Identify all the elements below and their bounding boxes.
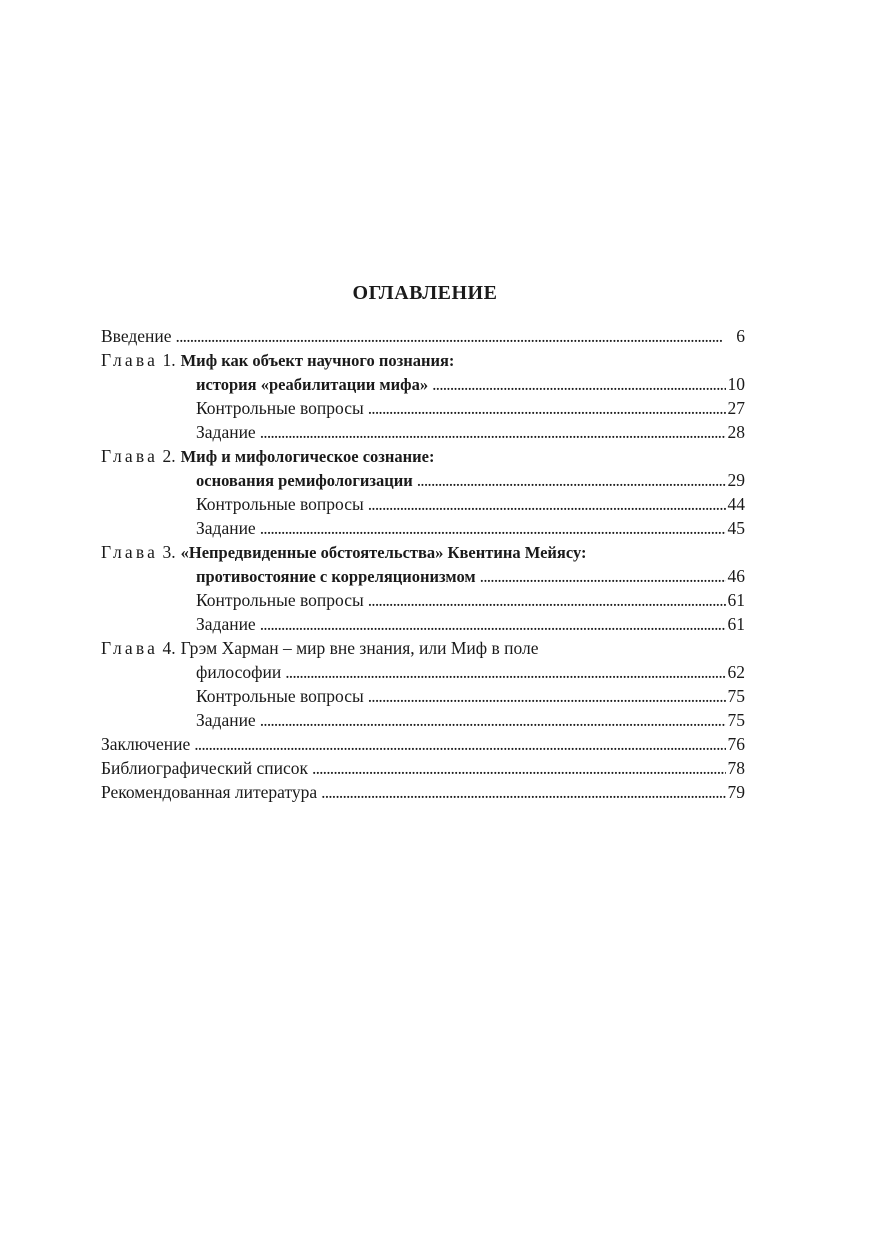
toc-entry-title: Библиографический список xyxy=(101,758,309,778)
chapter-number: 3. xyxy=(162,542,176,562)
chapter-label: Глава xyxy=(101,446,159,466)
toc-entry-title: Задание xyxy=(196,614,256,634)
toc-chapter-2-task[interactable] xyxy=(101,516,745,540)
toc-chapter-1-title-cont[interactable] xyxy=(101,372,745,396)
dot-leader xyxy=(368,396,726,420)
toc-chapter-2-heading[interactable] xyxy=(101,444,745,468)
dot-leader xyxy=(368,492,726,516)
dot-leader xyxy=(417,468,726,492)
page-number: 78 xyxy=(727,758,745,778)
chapter-number: 4. xyxy=(162,638,176,658)
page-number: 79 xyxy=(727,782,745,802)
toc-entry-title: Заключение xyxy=(101,734,191,754)
chapter-prefix xyxy=(101,348,176,372)
chapter-title-continued: основания ремифологизации xyxy=(196,471,413,490)
page-number: 45 xyxy=(727,518,745,538)
chapter-label: Глава xyxy=(101,542,159,562)
dot-leader xyxy=(368,684,726,708)
dot-leader xyxy=(432,372,725,396)
toc-chapter-1-heading[interactable] xyxy=(101,348,745,372)
toc-chapter-3-task[interactable] xyxy=(101,612,745,636)
chapter-title-continued: история «реабилитации мифа» xyxy=(196,375,429,394)
toc-entry-title: Введение xyxy=(101,326,172,346)
toc-entry-title: Контрольные вопросы xyxy=(196,590,364,610)
dot-leader xyxy=(260,708,726,732)
chapter-title: Миф как объект научного познания: xyxy=(180,351,455,370)
chapter-title: «Непредвиденные обстоятельства» Квентина Мейясу: xyxy=(180,543,587,562)
dot-leader xyxy=(260,516,726,540)
chapter-number: 1. xyxy=(162,350,176,370)
chapter-title: Грэм Харман – мир вне знания, или Миф в поле xyxy=(180,638,539,658)
dot-leader xyxy=(480,564,726,588)
table-of-contents xyxy=(101,324,745,804)
page-number: 61 xyxy=(727,614,745,634)
dot-leader xyxy=(176,324,735,348)
toc-entry-title: Контрольные вопросы xyxy=(196,398,364,418)
page-number: 29 xyxy=(727,470,745,490)
page-number: 6 xyxy=(736,326,745,346)
toc-entry-title: Рекомендованная литература xyxy=(101,782,318,802)
toc-chapter-3-title-cont[interactable] xyxy=(101,564,745,588)
chapter-title-continued: философии xyxy=(196,662,282,682)
toc-chapter-4-questions[interactable] xyxy=(101,684,745,708)
chapter-label: Глава xyxy=(101,350,159,370)
page-number: 10 xyxy=(727,374,745,394)
chapter-number: 2. xyxy=(162,446,176,466)
chapter-label: Глава xyxy=(101,638,159,658)
toc-chapter-1-questions[interactable] xyxy=(101,396,745,420)
toc-chapter-2-questions[interactable] xyxy=(101,492,745,516)
toc-entry-title: Контрольные вопросы xyxy=(196,494,364,514)
dot-leader xyxy=(312,756,725,780)
chapter-title-continued: противостояние с корреляционизмом xyxy=(196,567,476,586)
dot-leader xyxy=(260,420,726,444)
toc-chapter-2-title-cont[interactable] xyxy=(101,468,745,492)
toc-chapter-4-title-cont[interactable] xyxy=(101,660,745,684)
dot-leader xyxy=(260,612,726,636)
page-title: ОГЛАВЛЕНИЕ xyxy=(352,282,498,304)
toc-entry-introduction[interactable] xyxy=(101,324,745,348)
dot-leader xyxy=(194,732,725,756)
toc-entry-title: Задание xyxy=(196,710,256,730)
page-number: 61 xyxy=(727,590,745,610)
dot-leader xyxy=(368,588,726,612)
dot-leader xyxy=(285,660,725,684)
toc-chapter-3-questions[interactable] xyxy=(101,588,745,612)
toc-entry-title: Задание xyxy=(196,518,256,538)
page-number: 75 xyxy=(727,710,745,730)
page-number: 76 xyxy=(727,734,745,754)
page-number: 46 xyxy=(727,566,745,586)
toc-entry-bibliography[interactable] xyxy=(101,756,745,780)
toc-entry-conclusion[interactable] xyxy=(101,732,745,756)
toc-entry-title: Задание xyxy=(196,422,256,442)
page-number: 75 xyxy=(727,686,745,706)
page-number: 28 xyxy=(727,422,745,442)
toc-chapter-4-heading[interactable] xyxy=(101,636,745,660)
toc-chapter-3-heading[interactable] xyxy=(101,540,745,564)
chapter-title: Миф и мифологическое сознание: xyxy=(180,447,435,466)
page-number: 27 xyxy=(727,398,745,418)
chapter-prefix xyxy=(101,540,176,564)
chapter-prefix xyxy=(101,444,176,468)
toc-entry-title: Контрольные вопросы xyxy=(196,686,364,706)
toc-chapter-4-task[interactable] xyxy=(101,708,745,732)
chapter-prefix xyxy=(101,636,176,660)
dot-leader xyxy=(321,780,725,804)
toc-entry-recommended-literature[interactable] xyxy=(101,780,745,804)
page-number: 62 xyxy=(727,662,745,682)
toc-chapter-1-task[interactable] xyxy=(101,420,745,444)
page-number: 44 xyxy=(727,494,745,514)
